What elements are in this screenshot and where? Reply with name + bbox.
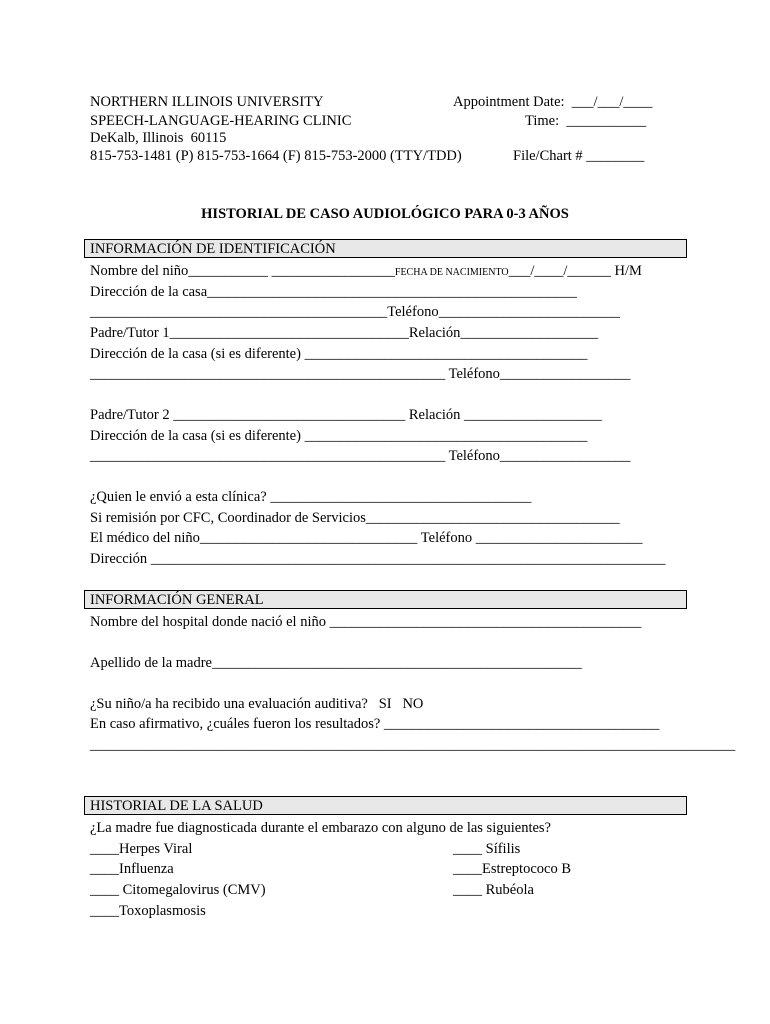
mother-surname-field[interactable]: Apellido de la madre___________________________________________________ [90, 655, 582, 671]
birth-date-field[interactable]: ___/____/______ H/M [508, 263, 642, 279]
hospital-field[interactable]: Nombre del hospital donde nació el niño ___________________________________________ [90, 614, 642, 630]
home-phone-field[interactable]: _________________________________________Teléfono_________________________ [90, 304, 620, 320]
hearing-evaluation-question[interactable]: ¿Su niño/a ha recibido una evaluación auditiva? SI NO [90, 696, 424, 712]
clinic-name: SPEECH-LANGUAGE-HEARING CLINIC [90, 113, 352, 129]
home-address-field[interactable]: Dirección de la casa___________________________________________________ [90, 284, 577, 300]
birth-date-label: FECHA DE NACIMIENTO [394, 267, 509, 278]
guardian2-address-field[interactable]: Dirección de la casa (si es diferente) _______________________________________ [90, 428, 588, 444]
section-health-header: HISTORIAL DE LA SALUD [84, 796, 687, 815]
file-chart-field[interactable]: File/Chart # ________ [513, 148, 645, 164]
doctor-address-field[interactable]: Dirección _______________________________________________________________________ [90, 551, 666, 567]
checkbox-rubella[interactable]: ____ Rubéola [453, 882, 534, 898]
section-identification-header: INFORMACIÓN DE IDENTIFICACIÓN [84, 239, 687, 258]
checkbox-toxoplasmosis[interactable]: ____Toxoplasmosis [90, 903, 206, 919]
checkbox-strep-b[interactable]: ____Estreptococo B [453, 861, 571, 877]
clinic-city: DeKalb, Illinois 60115 [90, 130, 227, 146]
guardian2-phone-field[interactable]: _________________________________________________ Teléfono__________________ [90, 448, 631, 464]
form-title: HISTORIAL DE CASO AUDIOLÓGICO PARA 0-3 AÑOS [201, 206, 569, 222]
referred-by-field[interactable]: ¿Quien le envió a esta clínica? ____________________________________ [90, 489, 532, 505]
checkbox-syphilis[interactable]: ____ Sífilis [453, 841, 521, 857]
guardian2-field[interactable]: Padre/Tutor 2 ________________________________ Relación ___________________ [90, 407, 602, 423]
university-name: NORTHERN ILLINOIS UNIVERSITY [90, 94, 324, 110]
time-field[interactable]: Time: ___________ [525, 113, 647, 129]
child-name-row[interactable] [90, 262, 642, 282]
doctor-field[interactable]: El médico del niño______________________________ Teléfono _______________________ [90, 530, 643, 546]
pregnancy-question: ¿La madre fue diagnosticada durante el embarazo con alguno de las siguientes? [90, 820, 551, 836]
results-line[interactable]: _________________________________________________________________________________________ [90, 737, 736, 753]
guardian1-address-field[interactable]: Dirección de la casa (si es diferente) _______________________________________ [90, 346, 588, 362]
clinic-phones: 815-753-1481 (P) 815-753-1664 (F) 815-753-2000 (TTY/TDD) [90, 148, 462, 164]
checkbox-herpes[interactable]: ____Herpes Viral [90, 841, 193, 857]
section-general-header: INFORMACIÓN GENERAL [84, 590, 687, 609]
results-field[interactable]: En caso afirmativo, ¿cuáles fueron los resultados? ______________________________________ [90, 716, 660, 732]
checkbox-influenza[interactable]: ____Influenza [90, 861, 174, 877]
checkbox-cmv[interactable]: ____ Citomegalovirus (CMV) [90, 882, 266, 898]
guardian1-phone-field[interactable]: _________________________________________________ Teléfono__________________ [90, 366, 631, 382]
child-name-field[interactable]: Nombre del niño___________ _________________ [90, 263, 395, 279]
guardian1-field[interactable]: Padre/Tutor 1_________________________________Relación___________________ [90, 325, 599, 341]
cfc-coordinator-field[interactable]: Si remisión por CFC, Coordinador de Servicios___________________________________ [90, 510, 620, 526]
appointment-date-field[interactable]: Appointment Date: ___/___/____ [453, 94, 653, 110]
